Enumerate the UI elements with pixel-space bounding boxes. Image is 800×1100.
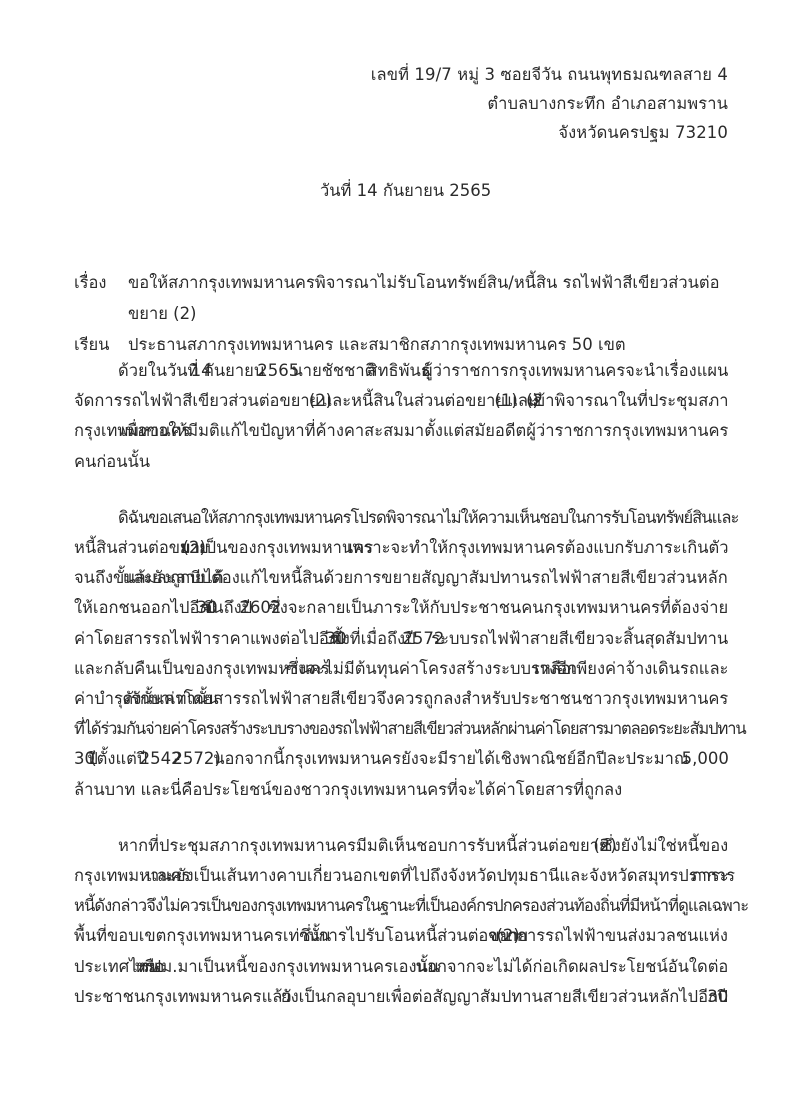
paragraph-line: ค่าบำรุงรักษาเท่านั้น ดังนั้นค่าโดยสารรถไฟฟ้าสายสีเขียวจึงควรถูกลงสำหรับประชาชนชาวกรุงเทพมหานคร [74,689,729,709]
body-paragraph-3 [74,831,749,1012]
body-paragraph-2 [74,503,746,805]
paragraph-line: ประเทศไทย หรือ รฟม.มาเป็นหนี้ของกรุงเทพมหานครเองนั้น นอกจากจะไม่ได้ก่อเกิดผลประโยชน์อันใดต่อ [74,956,729,976]
paragraph-line: หนี้สินส่วนต่อขยาย (2) มาเป็นของกรุงเทพมหานคร เพราะจะทำให้กรุงเทพมหานครต้องแบกรับภาระเกินตัว [74,538,729,558]
letterhead-address-block [74,60,728,147]
letterhead-line-3: จังหวัดนครปฐม 73210 [558,123,728,142]
paragraph-line: จัดการรถไฟฟ้าสีเขียวส่วนต่อขยาย (2) และหนี้สินในส่วนต่อขยาย (1) และ (2 ) เข้าพิจารณาในที่ประชุมสภา [74,391,729,411]
subject-value: ขอให้สภากรุงเทพมหานครพิจารณาไม่รับโอนทรัพย์สิน/หนี้สิน รถไฟฟ้าสีเขียวส่วนต่อขยาย (2) [128,273,720,323]
letterhead-line-2: ตำบลบางกระทึก อำเภอสามพราน [487,94,728,113]
paragraph-line: คนก่อนนั้น [74,451,151,471]
subject-label: เรื่อง [74,273,107,292]
salutation-label: เรียน [74,335,110,354]
paragraph-line: ให้เอกชนออกไปอีก 30 ปี จนถึงปี 2602 ซึ่งจะกลายเป็นภาระให้กับประชาชนคนกรุงเทพมหานครที่ต้องจ่าย [74,598,729,618]
paragraph-line: หนี้ดังกล่าวจึงไม่ควรเป็นของกรุงเทพมหานครในฐานะที่เป็นองค์กรปกครองส่วนท้องถิ่นที่มีหน้าที่ดูแลเฉพาะ [74,896,749,916]
body-paragraph-1 [74,356,728,477]
paragraph-line: พื้นที่ขอบเขตกรุงเทพมหานครเท่านั้น ซึ่งการไปรับโอนหนี้ส่วนต่อขยาย (2) จากการรถไฟฟ้าขนส่งมวลชนแห่ง [74,926,728,946]
paragraph-line: จนถึงขั้นล้มละลายได้ และยังถูกบีบต้องแก้ไขหนี้สินด้วยการขยายสัญญาสัมปทานรถไฟฟ้าสายสีเขียวส่วนหลัก [74,568,728,588]
letter-body [74,356,749,1012]
paragraph-line: ค่าโดยสารรถไฟฟ้าราคาแพงต่อไปอีก 30 ปี ทั้งที่เมื่อถึงปี 2572 ระบบรถไฟฟ้าสายสีเขียวจะสิ้นสุดสัมปทาน [74,628,729,648]
paragraph-line: และกลับคืนเป็นของกรุงเทพมหานคร ซึ่งจะไม่มีต้นทุนค่าโครงสร้างระบบรางอีก เหลือเพียงค่าจ้างเดินรถและ [74,658,729,678]
subject-row [74,267,734,329]
paragraph-line: ที่ได้ร่วมกันจ่ายค่าโครงสร้างระบบรางของรถไฟฟ้าสายสีเขียวส่วนหลักผ่านค่าโดยสารมาตลอดระยะสัมปทาน [74,719,746,739]
letter-date: วันที่ 14 กันยายน 2565 [320,181,492,200]
paragraph-line: กรุงเทพมหานคร และยังเป็นเส้นทางคาบเกี่ยวนอกเขตที่ไปถึงจังหวัดปทุมธานีและจังหวัดสมุทรปราการ ภาระ [74,866,729,886]
salutation-value: ประธานสภากรุงเทพมหานคร และสมาชิกสภากรุงเทพมหานคร 50 เขต [128,335,626,354]
paragraph-line: ประชาชนกรุงเทพมหานครแล้ว ยังเป็นกลอุบายเพื่อต่อสัญญาสัมปทานสายสีเขียวส่วนหลักไปอีก 30 ปี [74,986,728,1006]
reference-block [74,267,734,360]
paragraph-line: ด้วยในวันที่ 14 กันยายน 2565 นายชัชชาติ สิทธิพันธุ์ ผู้ว่าราชการกรุงเทพมหานครจะนำเรื่องแผน [118,361,729,380]
paragraph-line: หากที่ประชุมสภากรุงเทพมหานครมีมติเห็นชอบการรับหนี้ส่วนต่อขยาย (2) ซึ่งยังไม่ใช่หนี้ของ [118,835,729,855]
paragraph-line: ดิฉันขอเสนอให้สภากรุงเทพมหานครโปรดพิจารณาไม่ให้ความเห็นชอบในการรับโอนทรัพย์สินและ [118,507,739,527]
paragraph-line: กรุงเทพมหานคร เพื่อขอให้มีมติแก้ไขปัญหาที่ค้างคาสะสมมาตั้งแต่สมัยอดีตผู้ว่าราชการกรุงเทพมหานคร [74,421,729,441]
paragraph-line: 30 ปี (ตั้งแต่ปี 2542 - 2572) นอกจากนี้กรุงเทพมหานครยังจะมีรายได้เชิงพาณิชย์อีกปีละประมาณ 5,000 [74,749,729,769]
paragraph-line: ล้านบาท และนี่คือประโยชน์ของชาวกรุงเทพมหานครที่จะได้ค่าโดยสารที่ถูกลง [74,779,623,799]
letterhead-line-1: เลขที่ 19/7 หมู่ 3 ซอยจีวัน ถนนพุทธมณฑลสาย 4 [370,65,728,84]
